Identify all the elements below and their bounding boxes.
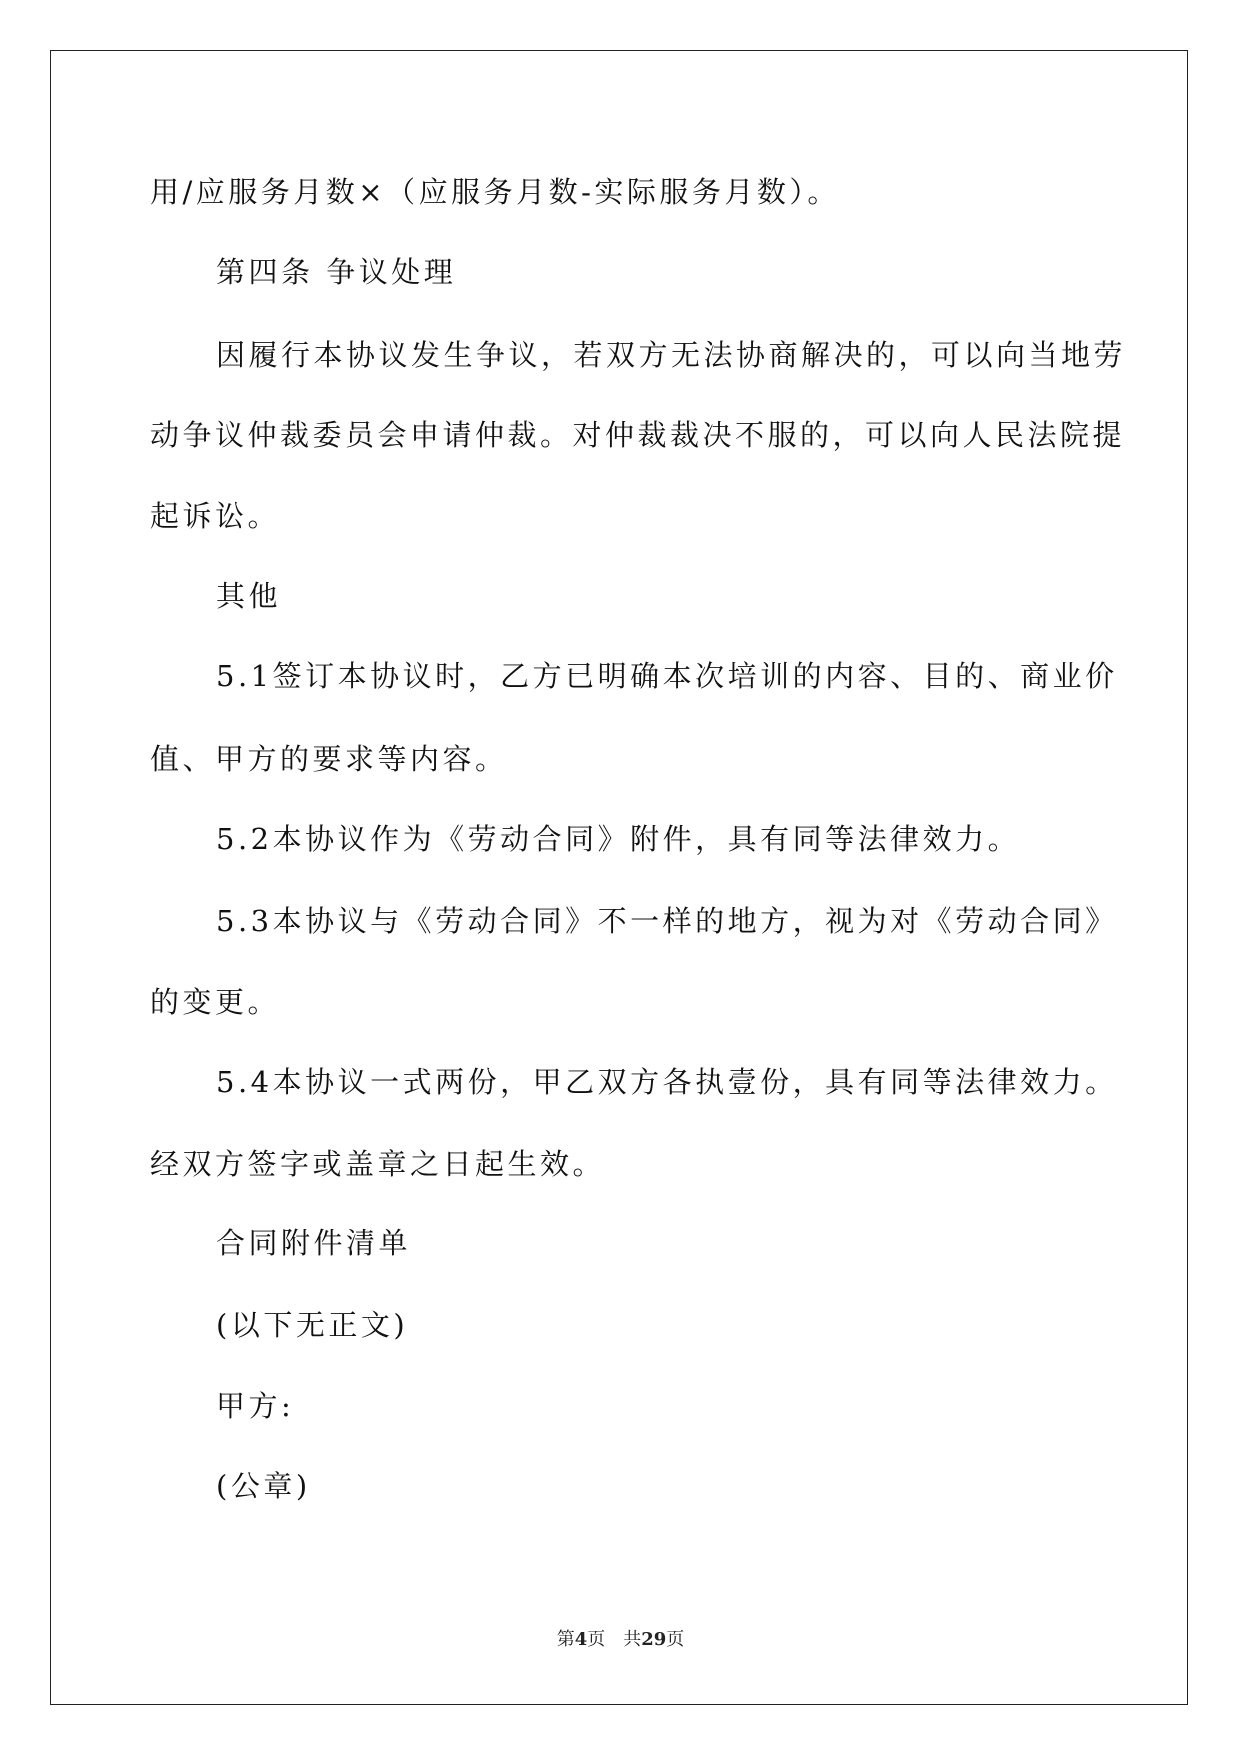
party-a-label: 甲方: xyxy=(216,1389,295,1423)
page-footer xyxy=(0,1625,1241,1651)
no-text-below-note: (以下无正文) xyxy=(216,1308,409,1342)
total-suffix: 页 xyxy=(666,1629,685,1650)
section-heading: 其他 xyxy=(216,579,282,613)
text-line: 动争议仲裁委员会申请仲裁。对仲裁裁决不服的，可以向人民法院提 xyxy=(150,418,1126,452)
text-line: 用/应服务月数×（应服务月数-实际服务月数）。 xyxy=(150,175,840,209)
attachment-list-heading: 合同附件清单 xyxy=(216,1226,412,1260)
text-line: 值、甲方的要求等内容。 xyxy=(150,742,508,776)
text-line: 经双方签字或盖章之日起生效。 xyxy=(150,1147,606,1181)
clause-5-2: 5.2本协议作为《劳动合同》附件，具有同等法律效力。 xyxy=(216,822,1021,856)
article-heading: 第四条 争议处理 xyxy=(216,255,457,289)
official-seal-label: (公章) xyxy=(216,1469,311,1503)
page-prefix: 第 xyxy=(556,1629,575,1650)
total-pages: 29 xyxy=(641,1629,667,1650)
page-suffix: 页 xyxy=(587,1629,606,1650)
page-number: 4 xyxy=(574,1629,588,1650)
clause-5-3: 5.3本协议与《劳动合同》不一样的地方，视为对《劳动合同》 xyxy=(216,904,1118,938)
clause-5-1: 5.1签订本协议时，乙方已明确本次培训的内容、目的、商业价 xyxy=(216,659,1118,693)
text-line: 的变更。 xyxy=(150,985,281,1019)
clause-5-4: 5.4本协议一式两份，甲乙双方各执壹份，具有同等法律效力。 xyxy=(216,1065,1118,1099)
text-line: 因履行本协议发生争议，若双方无法协商解决的，可以向当地劳 xyxy=(216,338,1127,372)
page-border xyxy=(50,50,1188,1705)
text-line: 起诉讼。 xyxy=(150,499,281,533)
total-prefix: 共 xyxy=(623,1629,642,1650)
